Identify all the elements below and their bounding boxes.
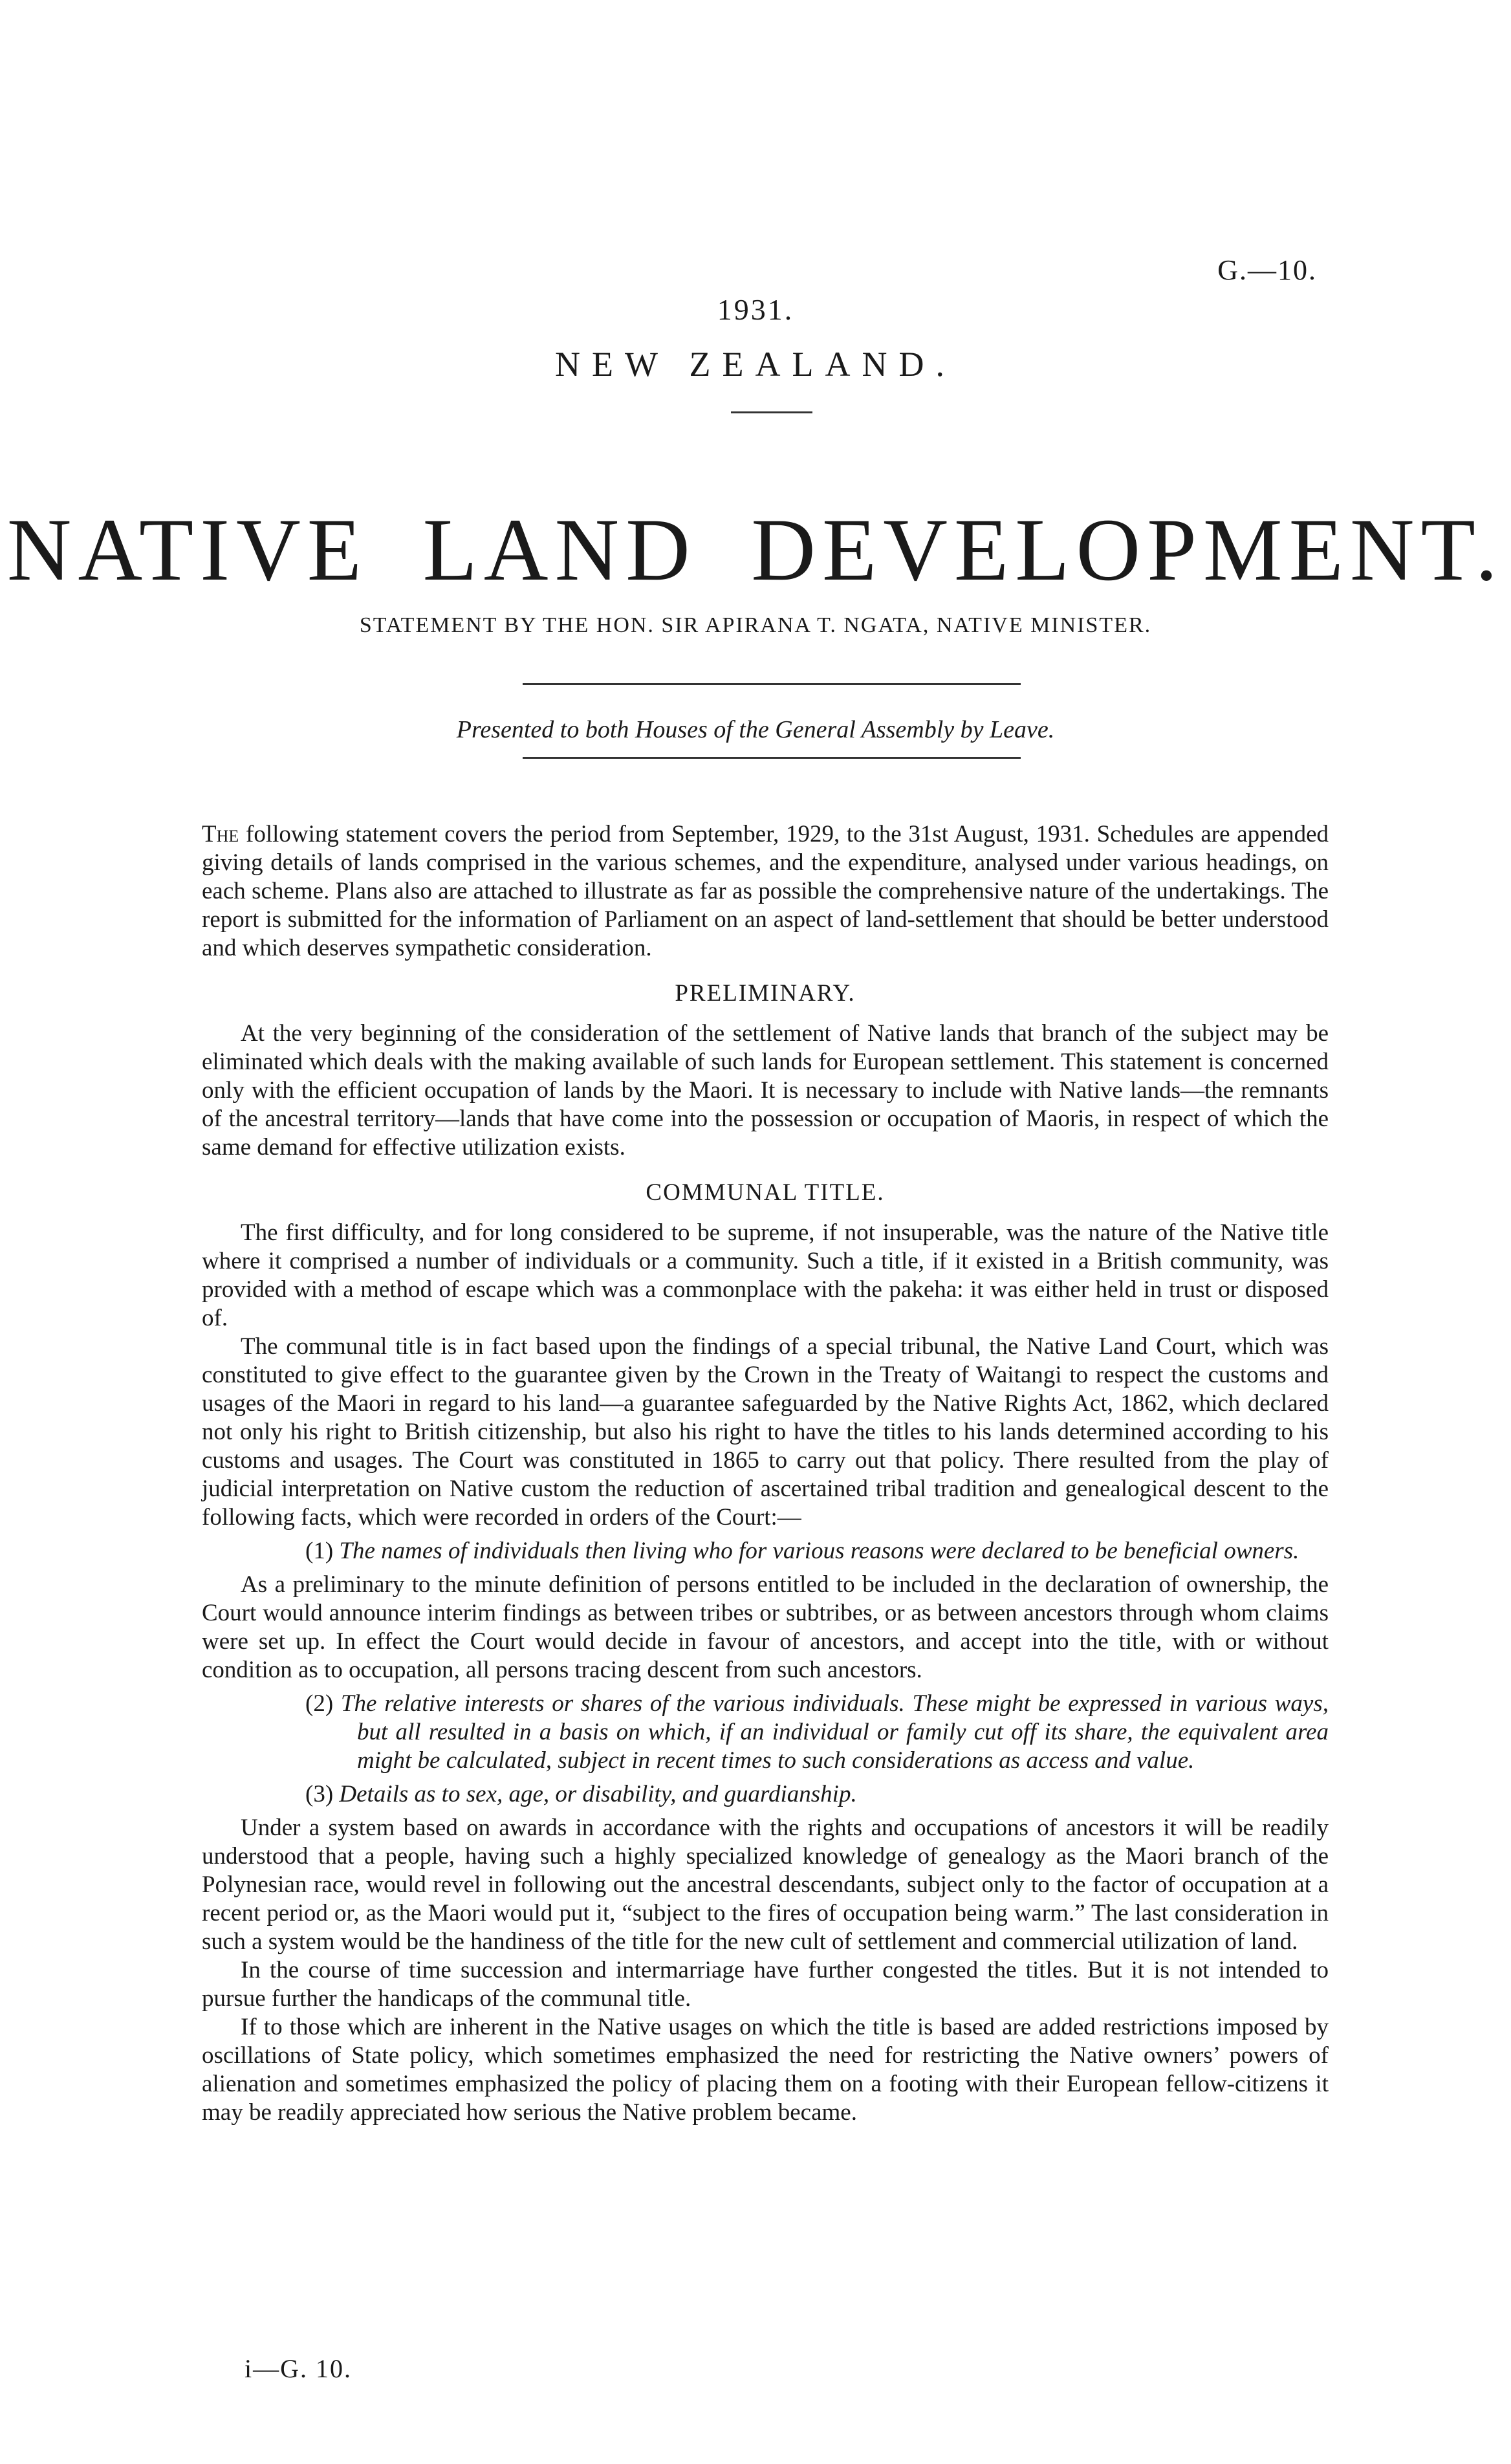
communal-paragraph-6: If to those which are inherent in the Native usages on which the title is based are added restrictions imposed by oscillations of State policy, which sometimes emphasized the need for restricting the Native owners’ powers of alienation and sometimes emphasized the policy of placing them on a footing with their European fellow-citizens it may be readily appreciated how serious the Native problem became. <box>202 2014 1329 2126</box>
document-subtitle: STATEMENT BY THE HON. SIR APIRANA T. NGATA, NATIVE MINISTER. <box>359 613 1152 637</box>
list-item-3 <box>202 1780 1329 1809</box>
body-text <box>202 820 1329 2127</box>
presented-statement: Presented to both Houses of the General Assembly by Leave. <box>456 716 1055 743</box>
intro-lead-word: The <box>202 821 239 847</box>
heading-communal-title: COMMUNAL TITLE. <box>646 1179 885 1206</box>
list-item-1-number: (1) <box>305 1538 334 1564</box>
footer-reference: i—G. 10. <box>245 2354 352 2383</box>
preliminary-paragraph: At the very beginning of the consideration of the settlement of Native lands that branch of the subject may be eliminated which deals with the making available of such lands for European settlement. This statement is concerned only with the efficient occupation of lands by the Maori. It is necessary to include with Native lands—the remnants of the ancestral territory—lands that have come into the possession or occupation of Maoris, in respect of which the same demand for effective utilization exists. <box>202 1020 1329 1161</box>
document-title: NATIVE LAND DEVELOPMENT. <box>6 500 1505 599</box>
list-item-1 <box>202 1537 1329 1565</box>
divider-rule-upper <box>523 683 1021 685</box>
divider-rule-country <box>731 411 812 413</box>
heading-preliminary: PRELIMINARY. <box>675 980 856 1007</box>
document-year: 1931. <box>717 293 794 326</box>
communal-paragraph-5: In the course of time succession and intermarriage have further congested the titles. But it is not intended to pursue further the handicaps of the communal title. <box>202 1957 1329 2012</box>
communal-paragraph-1: The first difficulty, and for long considered to be supreme, if not insuperable, was the nature of the Native title where it comprised a number of individuals or a community. Such a title, if it existed in a British community, was provided with a method of escape which was a commonplace with the pakeha: it was either held in trust or disposed of. <box>202 1219 1329 1331</box>
communal-paragraph-3: As a preliminary to the minute definition of persons entitled to be included in the declaration of ownership, the Court would announce interim findings as between tribes or subtribes, or as between ancestors through whom claims were set up. In effect the Court would decide in favour of ancestors, and accept into the title, with or without condition as to occupation, all persons tracing descent from such ancestors. <box>202 1571 1329 1683</box>
list-item-2-number: (2) <box>305 1690 334 1717</box>
document-country: NEW ZEALAND. <box>555 345 956 384</box>
communal-paragraph-2: The communal title is in fact based upon the findings of a special tribunal, the Native Land Court, which was constituted to give effect to the guarantee given by the Crown in the Treaty of Waitangi to respect the customs and usages of the Maori in regard to his land—a guarantee safeguarded by the Native Rights Act, 1862, which declared not only his right to British citizenship, but also his right to have the titles to his lands determined according to his customs and usages. The Court was constituted in 1865 to carry out that policy. There resulted from the play of judicial interpretation on Native custom the reduction of ascertained tribal tradition and genealogical descent to the following facts, which were recorded in orders of the Court:— <box>202 1333 1329 1531</box>
list-item-2-text: The relative interests or shares of the various individuals. These might be expressed in various ways, but all resulted in a basis on which, if an individual or family cut off its share, the equivalent area might be calculated, subject in recent times to such considerations as access and value. <box>340 1690 1329 1774</box>
list-item-3-text: Details as to sex, age, or disability, and guardianship. <box>339 1781 857 1807</box>
divider-rule-lower <box>523 757 1021 759</box>
intro-paragraph <box>202 820 1329 963</box>
communal-paragraph-4: Under a system based on awards in accordance with the rights and occupations of ancestors it will be readily understood that a people, having such a highly specialized knowledge of genealogy as the Maori branch of the Polynesian race, would revel in following out the ancestral descendants, subject only to the factor of occupation at a recent period or, as the Maori would put it, “subject to the fires of occupation being warm.” The last consideration in such a system would be the handiness of the title for the new cult of settlement and commercial utilization of land. <box>202 1815 1329 1955</box>
intro-text: following statement covers the period from September, 1929, to the 31st August, 1931. Schedules are appended giving details of lands comprised in the various schemes, and the expenditure, analysed under various headings, on each scheme. Plans also are attached to illustrate as far as possible the comprehensive nature of the undertakings. The report is submitted for the information of Parliament on an aspect of land-settlement that should be better understood and which deserves sympathetic consideration. <box>202 821 1329 961</box>
list-item-3-number: (3) <box>305 1781 334 1807</box>
list-item-2 <box>202 1690 1329 1775</box>
document-reference: G.—10. <box>1217 254 1317 286</box>
list-item-1-text: The names of individuals then living who for various reasons were declared to be beneficial owners. <box>339 1538 1299 1564</box>
